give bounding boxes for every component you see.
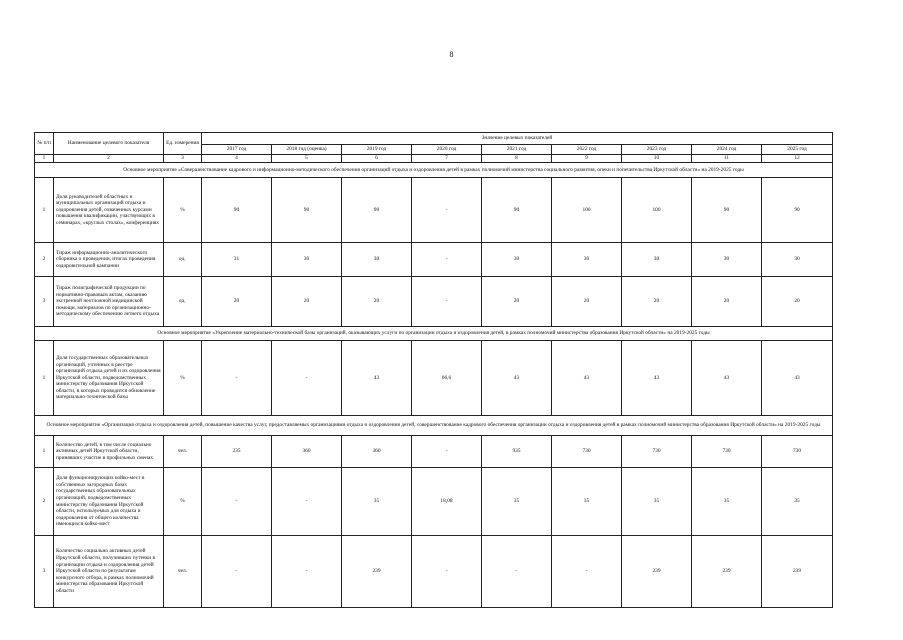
value-cell: - (202, 536, 272, 608)
table-row (35, 341, 833, 416)
header-year: 2023 год (622, 145, 692, 155)
value-cell: 20 (692, 277, 762, 327)
row-number: 2 (35, 468, 54, 536)
column-number: 2 (54, 155, 164, 163)
value-cell: 90 (692, 178, 762, 243)
value-cell: 730 (692, 436, 762, 468)
value-cell: 30 (272, 243, 342, 277)
header-num: № п/п (35, 133, 54, 155)
value-cell: 30 (622, 243, 692, 277)
table-row (35, 436, 833, 468)
value-cell: 43 (342, 341, 412, 416)
column-number: 6 (342, 155, 412, 163)
section-row (35, 327, 833, 341)
header-unit: Ед. измерения (164, 133, 202, 155)
value-cell: 239 (342, 536, 412, 608)
indicator-name: Количество социально активных детей Иркутской области, получивших путевки в организации отдыха и оздоровления детей Иркутской области по результатам конкурсного отбора, в рамках полномочий министерства образования Иркутской области (54, 536, 164, 608)
value-cell: 30 (692, 243, 762, 277)
column-number: 11 (692, 155, 762, 163)
value-cell: 18,08 (412, 468, 482, 536)
indicator-name: Тираж информационно-аналитического сборника о проведении, итогах проведения оздоровительной кампании (54, 243, 164, 277)
value-cell: 90 (342, 178, 412, 243)
value-cell: - (412, 536, 482, 608)
table-row (35, 243, 833, 277)
value-cell: 20 (272, 277, 342, 327)
value-cell: 35 (482, 468, 552, 536)
row-number: 3 (35, 277, 54, 327)
unit-cell: чел. (164, 536, 202, 608)
value-cell: 30 (762, 243, 833, 277)
section-title: Основное мероприятие «Укрепление материально-технической базы организаций, оказывающих услуги по организации отдыха и оздоровления детей, в рамках полномочий министерства образования Иркутской области» на 2019-2025 годы (35, 327, 833, 341)
value-cell: - (412, 436, 482, 468)
header-name: Наименование целевого показателя (54, 133, 164, 155)
value-cell: - (272, 536, 342, 608)
indicator-name: Доля государственных образовательных организаций, учтенных в реестре организаций отдыха детей и их оздоровления Иркутской области, подведомственных министерству образования Иркутской области, в которых проводится обновление материально-технической базы (54, 341, 164, 416)
column-number: 3 (164, 155, 202, 163)
unit-cell: % (164, 468, 202, 536)
value-cell: 730 (552, 436, 622, 468)
value-cell: 43 (552, 341, 622, 416)
value-cell: 43 (692, 341, 762, 416)
unit-cell: ед. (164, 243, 202, 277)
value-cell: - (482, 536, 552, 608)
value-cell: 35 (622, 468, 692, 536)
value-cell: 20 (622, 277, 692, 327)
value-cell: 66,6 (412, 341, 482, 416)
value-cell: 360 (272, 436, 342, 468)
value-cell: - (412, 277, 482, 327)
value-cell: 35 (692, 468, 762, 536)
value-cell: 20 (482, 277, 552, 327)
value-cell: 20 (762, 277, 833, 327)
value-cell: 20 (552, 277, 622, 327)
column-number: 9 (552, 155, 622, 163)
value-cell: - (412, 243, 482, 277)
header-year: 2020 год (412, 145, 482, 155)
value-cell: 43 (762, 341, 833, 416)
value-cell: - (202, 341, 272, 416)
value-cell: 31 (202, 243, 272, 277)
column-number: 7 (412, 155, 482, 163)
value-cell: 90 (762, 178, 833, 243)
column-number: 12 (762, 155, 833, 163)
header-year: 2022 год (552, 145, 622, 155)
header-year: 2025 год (762, 145, 833, 155)
indicator-name: Тираж полиграфической продукции по нормативно-правовым актам, оказанию экстренной неотложной медицинской помощи, материалов по организационно-методическому обеспечению летнего отдыха (54, 277, 164, 327)
value-cell: 235 (202, 436, 272, 468)
value-cell: 730 (622, 436, 692, 468)
value-cell: 90 (202, 178, 272, 243)
value-cell: 43 (482, 341, 552, 416)
section-row (35, 416, 833, 436)
value-cell: 20 (202, 277, 272, 327)
section-row (35, 163, 833, 178)
row-number: 1 (35, 178, 54, 243)
row-number: 3 (35, 536, 54, 608)
value-cell: 30 (552, 243, 622, 277)
header-year: 2018 год (оценка) (272, 145, 342, 155)
value-cell: 43 (622, 341, 692, 416)
table-row (35, 277, 833, 327)
target-indicators-table (34, 132, 833, 608)
table-row (35, 536, 833, 608)
value-cell: 100 (552, 178, 622, 243)
unit-cell: чел. (164, 436, 202, 468)
row-number: 1 (35, 341, 54, 416)
page-number: 8 (449, 50, 454, 59)
value-cell: 935 (482, 436, 552, 468)
row-number: 1 (35, 436, 54, 468)
header-year: 2024 год (692, 145, 762, 155)
value-cell: - (272, 341, 342, 416)
value-cell: 730 (762, 436, 833, 468)
indicator-name: Доля руководителей областных и муниципальных организаций отдыха и оздоровления детей, охваченных курсами повышения квалификации, участвующих в семинарах, «круглых столах», конференциях (54, 178, 164, 243)
header-year: 2017 год (202, 145, 272, 155)
column-number: 10 (622, 155, 692, 163)
value-cell: - (202, 468, 272, 536)
indicator-name: Количество детей, в том числе социально активных детей Иркутской области, принявших участие в профильных сменах (54, 436, 164, 468)
column-number: 4 (202, 155, 272, 163)
header-values-group: Значение целевых показателей (202, 133, 833, 145)
table-row (35, 468, 833, 536)
value-cell: - (412, 178, 482, 243)
value-cell: 35 (342, 468, 412, 536)
column-number: 1 (35, 155, 54, 163)
value-cell: - (272, 468, 342, 536)
value-cell: 20 (342, 277, 412, 327)
column-number: 5 (272, 155, 342, 163)
table-row (35, 178, 833, 243)
section-title: Основное мероприятие «Совершенствование кадрового и информационно-методического обеспечения организаций отдыха и оздоровления детей в рамках полномочий министерства социального развития, опеки и попечительства Иркутской области» на 2019-2025 годы (35, 163, 833, 178)
row-number: 2 (35, 243, 54, 277)
value-cell: 239 (762, 536, 833, 608)
unit-cell: ед. (164, 277, 202, 327)
value-cell: 90 (272, 178, 342, 243)
column-number: 8 (482, 155, 552, 163)
indicator-name: Доля функционирующих койко-мест в собственных загородных базах государственных образовательных организаций, подведомственных министерству образования Иркутской области, используемых для отдыха и оздоровления от общего количества имеющихся койко-мест (54, 468, 164, 536)
value-cell: 90 (482, 178, 552, 243)
unit-cell: % (164, 178, 202, 243)
value-cell: 100 (622, 178, 692, 243)
unit-cell: % (164, 341, 202, 416)
value-cell: 360 (342, 436, 412, 468)
section-title: Основное мероприятие «Организация отдыха и оздоровления детей, повышение качества услуг, предоставляемых организациями отдыха и оздоровления детей, совершенствование кадрового обеспечения организации отдыха и оздоровления детей в рамках полномочий министерства образования Иркутской области» на 2019-2025 годы (35, 416, 833, 436)
value-cell: 30 (482, 243, 552, 277)
value-cell: - (552, 536, 622, 608)
value-cell: 239 (692, 536, 762, 608)
value-cell: 239 (622, 536, 692, 608)
value-cell: 35 (762, 468, 833, 536)
value-cell: 35 (552, 468, 622, 536)
value-cell: 30 (342, 243, 412, 277)
header-year: 2019 год (342, 145, 412, 155)
header-year: 2021 год (482, 145, 552, 155)
